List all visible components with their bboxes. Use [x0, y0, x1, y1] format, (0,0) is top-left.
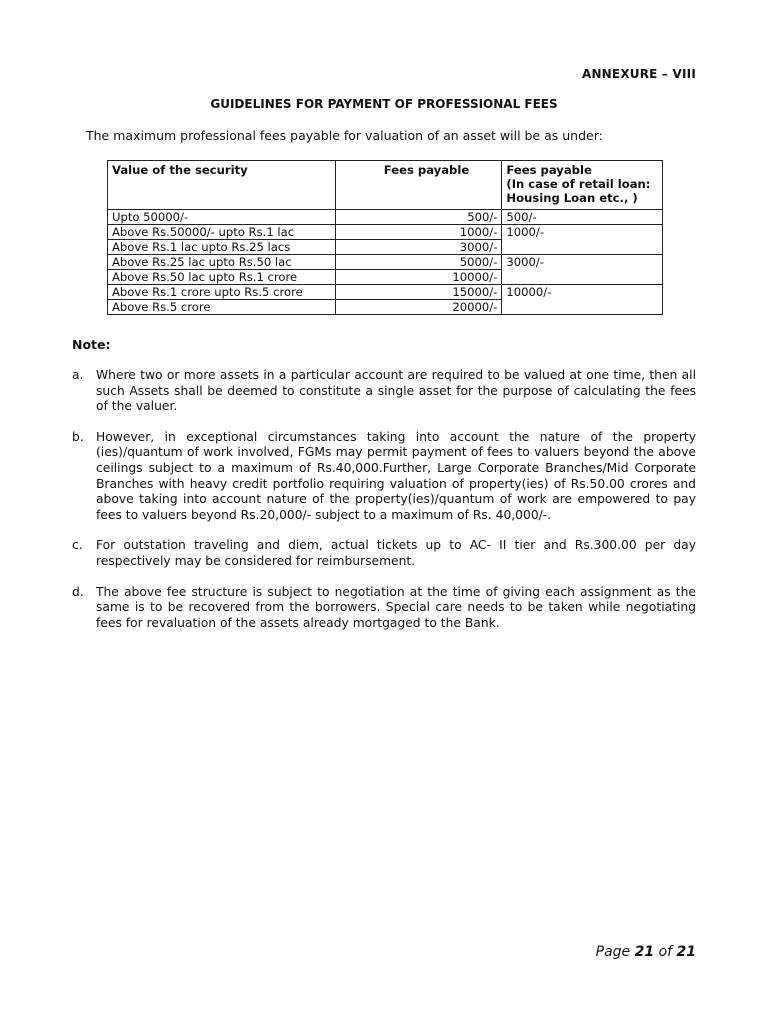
- header-retail-fees: [502, 161, 663, 210]
- page-number-footer: [596, 944, 696, 960]
- note-item-a: [72, 368, 696, 415]
- row-fee: 10000/-: [335, 270, 502, 285]
- header-fees-payable: Fees payable: [335, 161, 502, 210]
- row-value: Above Rs.50 lac upto Rs.1 crore: [108, 270, 336, 285]
- table-row: [108, 225, 663, 240]
- retail-fee: 500/-: [502, 210, 663, 225]
- retail-fee: 10000/-: [502, 285, 663, 315]
- row-fee: 500/-: [335, 210, 502, 225]
- row-value: Above Rs.50000/- upto Rs.1 lac: [108, 225, 336, 240]
- table-header-row: [108, 161, 663, 210]
- of-word: of: [658, 944, 673, 960]
- current-page: 21: [634, 944, 655, 960]
- row-value: Upto 50000/-: [108, 210, 336, 225]
- row-value: Above Rs.1 lac upto Rs.25 lacs: [108, 240, 336, 255]
- note-text: However, in exceptional circumstances taking into account the nature of the property (ies)/quantum of work involved, FGMs may permit payment of fees to valuers beyond the above ceilings subject to a maximum of Rs.40,000.Further, Large Corporate Branches/Mid Corporate Branches with heavy credit portfolio requiring valuation of property(ies) of Rs.50.00 crores and above taking into account nature of the property(ies)/quantum of work are empowered to pay fees to valuers beyond Rs.20,000/- subject to a maximum of Rs. 40,000/-.: [96, 429, 696, 522]
- note-letter: a.: [72, 368, 84, 382]
- row-fee: 15000/-: [335, 285, 502, 300]
- note-heading: Note:: [72, 337, 111, 352]
- note-letter: d.: [72, 584, 84, 599]
- row-value: Above Rs.1 crore upto Rs.5 crore: [108, 285, 336, 300]
- row-fee: 5000/-: [335, 255, 502, 270]
- note-letter: b.: [72, 429, 84, 444]
- note-text: For outstation traveling and diem, actual tickets up to AC- II tier and Rs.300.00 per day respectively may be considered for reimbursement.: [96, 538, 696, 568]
- note-letter: c.: [72, 538, 83, 553]
- note-item-b: [72, 430, 696, 524]
- header-value-of-security: Value of the security: [108, 161, 336, 210]
- table-row: [108, 210, 663, 225]
- retail-fee: 3000/-: [502, 255, 663, 285]
- header-retail-line3: Housing Loan etc., ): [506, 191, 638, 205]
- row-fee: 20000/-: [335, 300, 502, 315]
- intro-text: The maximum professional fees payable for valuation of an asset will be as under:: [86, 128, 603, 143]
- header-retail-line2: (In case of retail loan:: [506, 177, 651, 191]
- note-text: The above fee structure is subject to negotiation at the time of giving each assignment as the same is to be recovered from the borrowers. Special care needs to be taken while negotiating fees for revaluation of the assets already mortgaged to the Bank.: [96, 584, 696, 630]
- header-retail-line1: Fees payable: [506, 163, 592, 177]
- table-row: [108, 285, 663, 300]
- total-pages: 21: [676, 944, 696, 960]
- page-title: GUIDELINES FOR PAYMENT OF PROFESSIONAL FEES: [210, 97, 558, 111]
- table-row: [108, 255, 663, 270]
- row-fee: 1000/-: [335, 225, 502, 240]
- row-value: Above Rs.5 crore: [108, 300, 336, 315]
- annexure-label: ANNEXURE – VIII: [581, 67, 696, 81]
- row-value: Above Rs.25 lac upto Rs.50 lac: [108, 255, 336, 270]
- retail-fee: 1000/-: [502, 225, 663, 255]
- note-item-c: [72, 538, 696, 569]
- notes-list: [72, 368, 696, 646]
- row-fee: 3000/-: [335, 240, 502, 255]
- note-text: Where two or more assets in a particular account are required to be valued at one time, then all such Assets shall be deemed to constitute a single asset for the purpose of calculating the fees of the valuer.: [96, 368, 696, 414]
- note-item-d: [72, 585, 696, 632]
- fees-table: [107, 160, 663, 315]
- page-word: Page: [595, 944, 631, 960]
